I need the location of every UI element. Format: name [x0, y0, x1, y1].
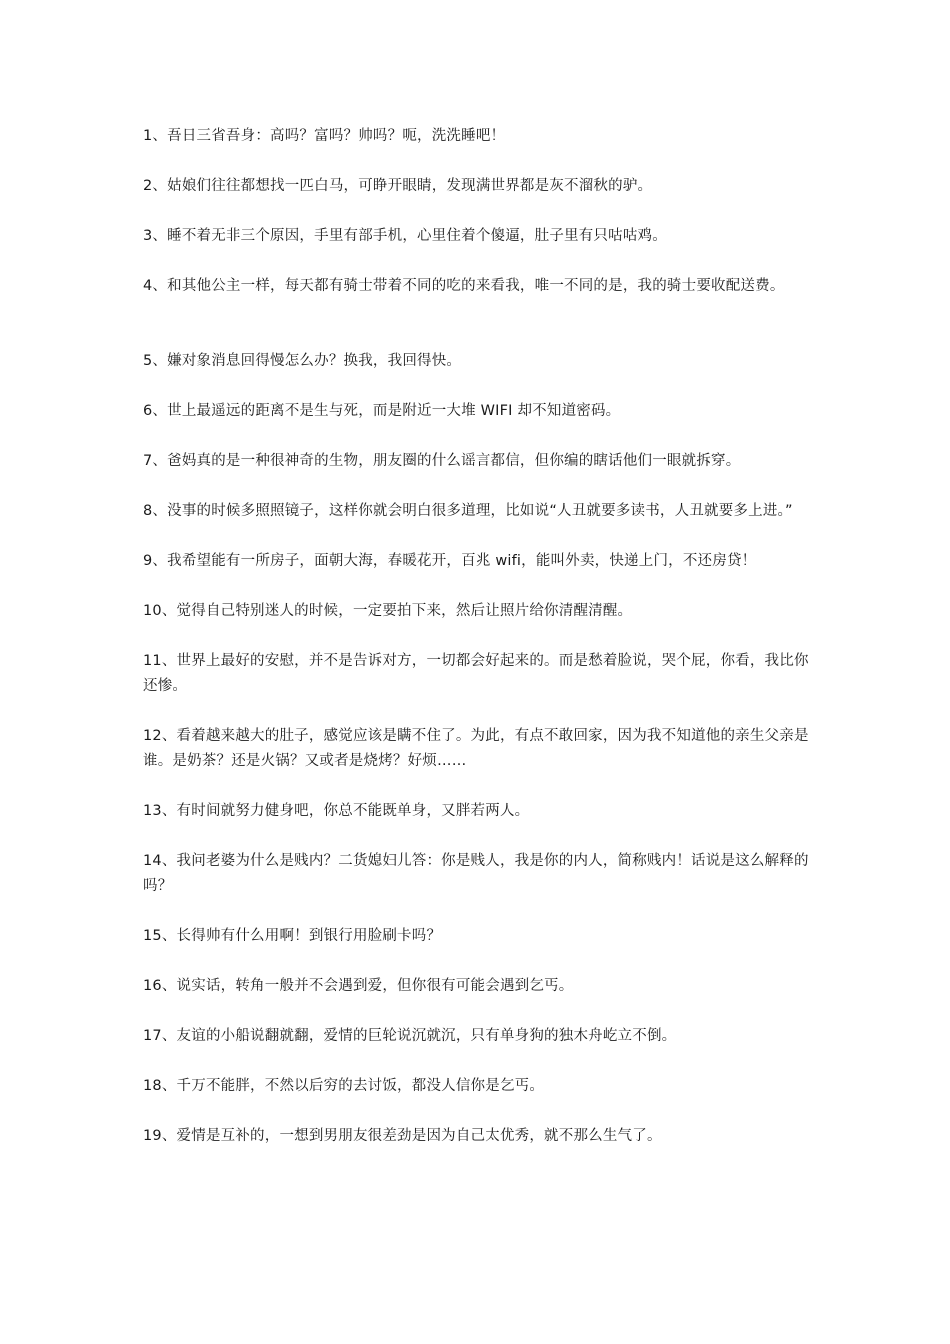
paragraph-9: 9、我希望能有一所房子，面朝大海，春暖花开，百兆 wifi，能叫外卖，快递上门，不还房贷！ — [143, 553, 757, 569]
paragraph-5: 5、嫌对象消息回得慢怎么办？换我，我回得快。 — [143, 353, 462, 369]
paragraph-4: 4、和其他公主一样，每天都有骑士带着不同的吃的来看我，唯一不同的是，我的骑士要收配送费。 — [143, 278, 785, 294]
paragraph-13: 13、有时间就努力健身吧，你总不能既单身，又胖若两人。 — [143, 803, 530, 819]
document-body — [143, 124, 819, 1174]
paragraph-3: 3、睡不着无非三个原因，手里有部手机，心里住着个傻逼，肚子里有只咕咕鸡。 — [143, 228, 667, 244]
paragraph-8: 8、没事的时候多照照镜子，这样你就会明白很多道理，比如说“人丑就要多读书，人丑就要多上进。” — [143, 503, 793, 519]
paragraph-10: 10、觉得自己特别迷人的时候，一定要拍下来，然后让照片给你清醒清醒。 — [143, 603, 633, 619]
paragraph-12: 12、看着越来越大的肚子，感觉应该是瞒不住了。为此，有点不敢回家，因为我不知道他的亲生父亲是谁。是奶茶？还是火锅？又或者是烧烤？好烦…… — [143, 728, 809, 769]
paragraph-18: 18、千万不能胖，不然以后穷的去讨饭，都没人信你是乞丐。 — [143, 1078, 545, 1094]
paragraph-16: 16、说实话，转角一般并不会遇到爱，但你很有可能会遇到乞丐。 — [143, 978, 574, 994]
paragraph-15: 15、长得帅有什么用啊！到银行用脸刷卡吗？ — [143, 928, 442, 944]
paragraph-1: 1、吾日三省吾身：高吗？富吗？帅吗？呃，洗洗睡吧！ — [143, 128, 506, 144]
paragraph-17: 17、友谊的小船说翻就翻，爱情的巨轮说沉就沉，只有单身狗的独木舟屹立不倒。 — [143, 1028, 677, 1044]
paragraph-19: 19、爱情是互补的，一想到男朋友很差劲是因为自己太优秀，就不那么生气了。 — [143, 1128, 662, 1144]
paragraph-11: 11、世界上最好的安慰，并不是告诉对方，一切都会好起来的。而是愁着脸说，哭个屁，你看，我比你还惨。 — [143, 653, 809, 694]
paragraph-7: 7、爸妈真的是一种很神奇的生物，朋友圈的什么谣言都信，但你编的瞎话他们一眼就拆穿。 — [143, 453, 741, 469]
paragraph-6: 6、世上最遥远的距离不是生与死，而是附近一大堆 WIFI 却不知道密码。 — [143, 403, 621, 419]
paragraph-14: 14、我问老婆为什么是贱内？二货媳妇儿答：你是贱人，我是你的内人，简称贱内！话说是这么解释的吗？ — [143, 853, 809, 894]
paragraph-2: 2、姑娘们往往都想找一匹白马，可睁开眼睛，发现满世界都是灰不溜秋的驴。 — [143, 178, 653, 194]
